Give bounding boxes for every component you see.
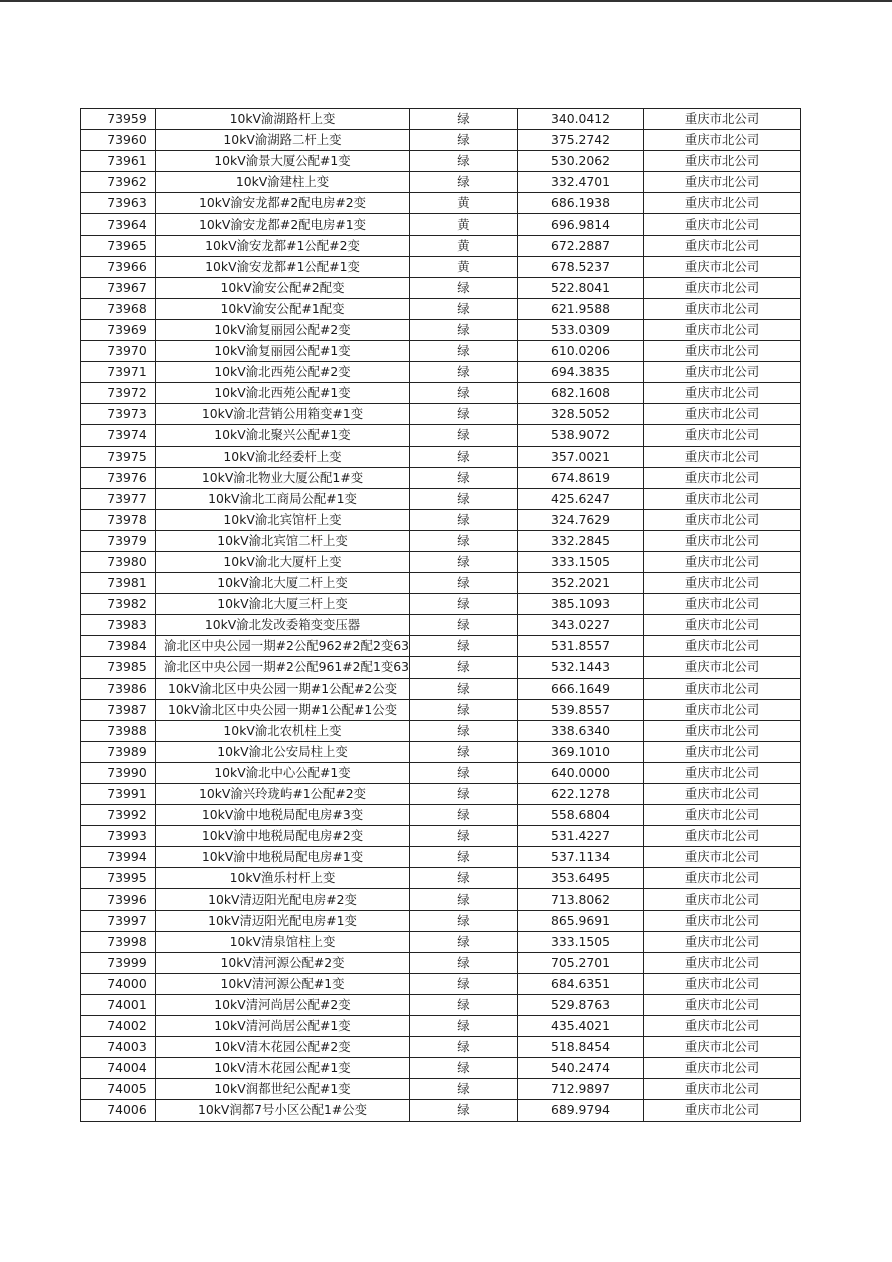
cell-status: 绿 — [410, 1079, 518, 1100]
cell-name: 10kV渔乐村杆上变 — [156, 868, 410, 889]
cell-name: 10kV渝北西苑公配#1变 — [156, 383, 410, 404]
table-row — [81, 889, 801, 910]
cell-status: 绿 — [410, 488, 518, 509]
cell-status: 绿 — [410, 551, 518, 572]
cell-id: 73987 — [81, 699, 156, 720]
cell-id: 74006 — [81, 1100, 156, 1121]
cell-company: 重庆市北公司 — [644, 319, 801, 340]
cell-id: 73996 — [81, 889, 156, 910]
cell-name: 10kV渝北物业大厦公配1#变 — [156, 467, 410, 488]
cell-status: 绿 — [410, 530, 518, 551]
cell-value: 522.8041 — [518, 277, 644, 298]
cell-company: 重庆市北公司 — [644, 784, 801, 805]
table-row — [81, 868, 801, 889]
table-row — [81, 319, 801, 340]
table-row — [81, 235, 801, 256]
cell-status: 黄 — [410, 214, 518, 235]
cell-company: 重庆市北公司 — [644, 193, 801, 214]
cell-status: 绿 — [410, 910, 518, 931]
cell-name: 10kV渝北发改委箱变变压器 — [156, 615, 410, 636]
cell-company: 重庆市北公司 — [644, 762, 801, 783]
cell-company: 重庆市北公司 — [644, 467, 801, 488]
cell-name: 10kV渝北工商局公配#1变 — [156, 488, 410, 509]
cell-status: 绿 — [410, 277, 518, 298]
cell-company: 重庆市北公司 — [644, 1016, 801, 1037]
cell-id: 73990 — [81, 762, 156, 783]
cell-value: 531.4227 — [518, 826, 644, 847]
cell-id: 73977 — [81, 488, 156, 509]
table-row — [81, 1037, 801, 1058]
cell-status: 绿 — [410, 594, 518, 615]
cell-id: 73961 — [81, 151, 156, 172]
cell-status: 绿 — [410, 404, 518, 425]
cell-status: 绿 — [410, 151, 518, 172]
cell-value: 640.0000 — [518, 762, 644, 783]
cell-status: 绿 — [410, 130, 518, 151]
cell-id: 73982 — [81, 594, 156, 615]
cell-value: 539.8557 — [518, 699, 644, 720]
cell-company: 重庆市北公司 — [644, 657, 801, 678]
cell-value: 340.0412 — [518, 109, 644, 130]
table-row — [81, 1100, 801, 1121]
cell-value: 357.0021 — [518, 446, 644, 467]
cell-value: 674.8619 — [518, 467, 644, 488]
cell-company: 重庆市北公司 — [644, 889, 801, 910]
cell-value: 684.6351 — [518, 973, 644, 994]
table-row — [81, 130, 801, 151]
table-row — [81, 594, 801, 615]
cell-company: 重庆市北公司 — [644, 931, 801, 952]
cell-company: 重庆市北公司 — [644, 1037, 801, 1058]
cell-id: 73972 — [81, 383, 156, 404]
cell-company: 重庆市北公司 — [644, 509, 801, 530]
cell-id: 73976 — [81, 467, 156, 488]
cell-value: 533.0309 — [518, 319, 644, 340]
cell-company: 重庆市北公司 — [644, 868, 801, 889]
cell-company: 重庆市北公司 — [644, 573, 801, 594]
cell-company: 重庆市北公司 — [644, 910, 801, 931]
cell-status: 绿 — [410, 383, 518, 404]
cell-name: 10kV清迈阳光配电房#1变 — [156, 910, 410, 931]
cell-id: 73981 — [81, 573, 156, 594]
cell-value: 621.9588 — [518, 298, 644, 319]
cell-name: 10kV渝安龙都#2配电房#2变 — [156, 193, 410, 214]
cell-status: 绿 — [410, 805, 518, 826]
cell-name: 10kV渝北西苑公配#2变 — [156, 362, 410, 383]
cell-id: 74001 — [81, 994, 156, 1015]
table-row — [81, 657, 801, 678]
cell-name: 10kV渝北宾馆二杆上变 — [156, 530, 410, 551]
cell-name: 10kV渝安公配#2配变 — [156, 277, 410, 298]
cell-value: 622.1278 — [518, 784, 644, 805]
table-row — [81, 446, 801, 467]
cell-name: 10kV渝湖路杆上变 — [156, 109, 410, 130]
cell-id: 73973 — [81, 404, 156, 425]
table-body — [81, 109, 801, 1122]
table-row — [81, 530, 801, 551]
cell-value: 678.5237 — [518, 256, 644, 277]
cell-name: 10kV渝中地税局配电房#2变 — [156, 826, 410, 847]
table-row — [81, 509, 801, 530]
table-row — [81, 362, 801, 383]
cell-company: 重庆市北公司 — [644, 425, 801, 446]
table-row — [81, 847, 801, 868]
cell-value: 610.0206 — [518, 341, 644, 362]
cell-status: 绿 — [410, 741, 518, 762]
table-row — [81, 826, 801, 847]
cell-id: 73999 — [81, 952, 156, 973]
cell-id: 74003 — [81, 1037, 156, 1058]
cell-status: 绿 — [410, 109, 518, 130]
cell-name: 10kV清河源公配#2变 — [156, 952, 410, 973]
table-row — [81, 551, 801, 572]
cell-id: 73967 — [81, 277, 156, 298]
cell-value: 666.1649 — [518, 678, 644, 699]
cell-value: 324.7629 — [518, 509, 644, 530]
table-row — [81, 784, 801, 805]
cell-company: 重庆市北公司 — [644, 109, 801, 130]
cell-id: 73994 — [81, 847, 156, 868]
table-row — [81, 214, 801, 235]
cell-company: 重庆市北公司 — [644, 551, 801, 572]
table-row — [81, 762, 801, 783]
cell-name: 10kV渝北区中央公园一期#1公配#2公变 — [156, 678, 410, 699]
cell-company: 重庆市北公司 — [644, 446, 801, 467]
cell-status: 黄 — [410, 193, 518, 214]
cell-status: 绿 — [410, 699, 518, 720]
cell-company: 重庆市北公司 — [644, 277, 801, 298]
cell-value: 333.1505 — [518, 931, 644, 952]
cell-value: 529.8763 — [518, 994, 644, 1015]
table-row — [81, 910, 801, 931]
cell-status: 绿 — [410, 636, 518, 657]
cell-company: 重庆市北公司 — [644, 1100, 801, 1121]
table-row — [81, 1079, 801, 1100]
cell-status: 黄 — [410, 256, 518, 277]
cell-company: 重庆市北公司 — [644, 151, 801, 172]
cell-name-text: 渝北区中央公园一期#2公配962#2配2变63 — [164, 638, 409, 654]
cell-status: 绿 — [410, 319, 518, 340]
cell-status: 绿 — [410, 298, 518, 319]
table-row — [81, 172, 801, 193]
cell-value: 537.1134 — [518, 847, 644, 868]
cell-name: 10kV渝北大厦二杆上变 — [156, 573, 410, 594]
cell-status: 绿 — [410, 1037, 518, 1058]
cell-id: 73992 — [81, 805, 156, 826]
cell-name: 10kV渝北中心公配#1变 — [156, 762, 410, 783]
cell-name: 10kV渝安龙都#1公配#1变 — [156, 256, 410, 277]
transformer-table — [80, 108, 801, 1122]
cell-company: 重庆市北公司 — [644, 1058, 801, 1079]
cell-status: 绿 — [410, 425, 518, 446]
cell-name: 10kV清迈阳光配电房#2变 — [156, 889, 410, 910]
cell-value: 538.9072 — [518, 425, 644, 446]
table-row — [81, 151, 801, 172]
table-row — [81, 109, 801, 130]
cell-id: 73966 — [81, 256, 156, 277]
cell-company: 重庆市北公司 — [644, 488, 801, 509]
table-row — [81, 636, 801, 657]
cell-company: 重庆市北公司 — [644, 720, 801, 741]
cell-id: 73974 — [81, 425, 156, 446]
cell-name: 10kV渝北大厦三杆上变 — [156, 594, 410, 615]
cell-company: 重庆市北公司 — [644, 973, 801, 994]
cell-company: 重庆市北公司 — [644, 298, 801, 319]
cell-company: 重庆市北公司 — [644, 235, 801, 256]
table-row — [81, 931, 801, 952]
cell-value: 375.2742 — [518, 130, 644, 151]
cell-status: 绿 — [410, 994, 518, 1015]
cell-value: 713.8062 — [518, 889, 644, 910]
cell-id: 73970 — [81, 341, 156, 362]
cell-value: 343.0227 — [518, 615, 644, 636]
cell-id: 74005 — [81, 1079, 156, 1100]
cell-name: 10kV渝景大厦公配#1变 — [156, 151, 410, 172]
table-row — [81, 805, 801, 826]
cell-name: 10kV渝复丽园公配#2变 — [156, 319, 410, 340]
cell-company: 重庆市北公司 — [644, 130, 801, 151]
cell-company: 重庆市北公司 — [644, 383, 801, 404]
cell-value: 328.5052 — [518, 404, 644, 425]
cell-value: 682.1608 — [518, 383, 644, 404]
cell-name: 10kV清河尚居公配#1变 — [156, 1016, 410, 1037]
cell-name: 10kV渝中地税局配电房#3变 — [156, 805, 410, 826]
cell-company: 重庆市北公司 — [644, 341, 801, 362]
cell-id: 73969 — [81, 319, 156, 340]
cell-company: 重庆市北公司 — [644, 362, 801, 383]
cell-status: 黄 — [410, 235, 518, 256]
cell-company: 重庆市北公司 — [644, 530, 801, 551]
cell-status: 绿 — [410, 720, 518, 741]
cell-company: 重庆市北公司 — [644, 805, 801, 826]
cell-company: 重庆市北公司 — [644, 847, 801, 868]
cell-value: 530.2062 — [518, 151, 644, 172]
cell-id: 73965 — [81, 235, 156, 256]
cell-name: 10kV渝北公安局柱上变 — [156, 741, 410, 762]
cell-company: 重庆市北公司 — [644, 256, 801, 277]
cell-name: 10kV渝北宾馆杆上变 — [156, 509, 410, 530]
cell-id: 73963 — [81, 193, 156, 214]
cell-name: 10kV清泉馆柱上变 — [156, 931, 410, 952]
cell-value: 353.6495 — [518, 868, 644, 889]
cell-company: 重庆市北公司 — [644, 172, 801, 193]
cell-name: 10kV渝建柱上变 — [156, 172, 410, 193]
cell-value: 332.2845 — [518, 530, 644, 551]
cell-company: 重庆市北公司 — [644, 404, 801, 425]
cell-status: 绿 — [410, 509, 518, 530]
cell-id: 73971 — [81, 362, 156, 383]
cell-value: 332.4701 — [518, 172, 644, 193]
cell-name: 10kV渝兴玲珑屿#1公配#2变 — [156, 784, 410, 805]
cell-status: 绿 — [410, 1100, 518, 1121]
cell-id: 73989 — [81, 741, 156, 762]
cell-name: 10kV渝安龙都#2配电房#1变 — [156, 214, 410, 235]
cell-name: 10kV渝北大厦杆上变 — [156, 551, 410, 572]
table-row — [81, 1058, 801, 1079]
cell-company: 重庆市北公司 — [644, 678, 801, 699]
cell-status: 绿 — [410, 784, 518, 805]
cell-id: 73962 — [81, 172, 156, 193]
cell-id: 73985 — [81, 657, 156, 678]
cell-value: 686.1938 — [518, 193, 644, 214]
cell-status: 绿 — [410, 657, 518, 678]
cell-status: 绿 — [410, 362, 518, 383]
cell-status: 绿 — [410, 172, 518, 193]
cell-status: 绿 — [410, 615, 518, 636]
table-row — [81, 699, 801, 720]
cell-status: 绿 — [410, 889, 518, 910]
table-row — [81, 1016, 801, 1037]
cell-id: 73997 — [81, 910, 156, 931]
cell-value: 705.2701 — [518, 952, 644, 973]
cell-name — [156, 636, 410, 657]
cell-value: 672.2887 — [518, 235, 644, 256]
table-row — [81, 341, 801, 362]
cell-status: 绿 — [410, 446, 518, 467]
cell-id: 74004 — [81, 1058, 156, 1079]
cell-status: 绿 — [410, 678, 518, 699]
table-row — [81, 573, 801, 594]
cell-value: 425.6247 — [518, 488, 644, 509]
cell-name: 10kV清河源公配#1变 — [156, 973, 410, 994]
cell-id: 73998 — [81, 931, 156, 952]
cell-name-text: 渝北区中央公园一期#2公配961#2配1变63 — [164, 659, 409, 675]
cell-value: 712.9897 — [518, 1079, 644, 1100]
cell-id: 73975 — [81, 446, 156, 467]
cell-name: 10kV渝安龙都#1公配#2变 — [156, 235, 410, 256]
cell-company: 重庆市北公司 — [644, 1079, 801, 1100]
cell-id: 73959 — [81, 109, 156, 130]
cell-name: 10kV渝北经委杆上变 — [156, 446, 410, 467]
table-row — [81, 193, 801, 214]
cell-value: 689.9794 — [518, 1100, 644, 1121]
cell-company: 重庆市北公司 — [644, 994, 801, 1015]
table-row — [81, 488, 801, 509]
cell-name: 10kV渝北农机柱上变 — [156, 720, 410, 741]
cell-value: 435.4021 — [518, 1016, 644, 1037]
cell-value: 338.6340 — [518, 720, 644, 741]
cell-name: 10kV润都世纪公配#1变 — [156, 1079, 410, 1100]
cell-name: 10kV渝湖路二杆上变 — [156, 130, 410, 151]
cell-id: 73978 — [81, 509, 156, 530]
table-row — [81, 952, 801, 973]
cell-name: 10kV清木花园公配#2变 — [156, 1037, 410, 1058]
table-row — [81, 404, 801, 425]
cell-company: 重庆市北公司 — [644, 826, 801, 847]
cell-status: 绿 — [410, 573, 518, 594]
cell-id: 73988 — [81, 720, 156, 741]
cell-value: 694.3835 — [518, 362, 644, 383]
page-top-border — [0, 0, 892, 2]
cell-value: 531.8557 — [518, 636, 644, 657]
cell-id: 73979 — [81, 530, 156, 551]
table-row — [81, 973, 801, 994]
cell-value: 518.8454 — [518, 1037, 644, 1058]
cell-id: 74000 — [81, 973, 156, 994]
table-row — [81, 425, 801, 446]
cell-value: 540.2474 — [518, 1058, 644, 1079]
cell-value: 558.6804 — [518, 805, 644, 826]
cell-company: 重庆市北公司 — [644, 952, 801, 973]
cell-id: 73968 — [81, 298, 156, 319]
cell-name: 10kV渝北区中央公园一期#1公配#1公变 — [156, 699, 410, 720]
table-row — [81, 741, 801, 762]
table-row — [81, 256, 801, 277]
cell-value: 352.2021 — [518, 573, 644, 594]
cell-value: 385.1093 — [518, 594, 644, 615]
cell-id: 73980 — [81, 551, 156, 572]
table-row — [81, 615, 801, 636]
cell-status: 绿 — [410, 847, 518, 868]
cell-id: 73964 — [81, 214, 156, 235]
cell-value: 369.1010 — [518, 741, 644, 762]
cell-id: 73983 — [81, 615, 156, 636]
cell-id: 73993 — [81, 826, 156, 847]
cell-status: 绿 — [410, 1058, 518, 1079]
table-row — [81, 994, 801, 1015]
table-row — [81, 277, 801, 298]
cell-status: 绿 — [410, 931, 518, 952]
cell-id: 73984 — [81, 636, 156, 657]
cell-company: 重庆市北公司 — [644, 615, 801, 636]
cell-status: 绿 — [410, 826, 518, 847]
cell-status: 绿 — [410, 952, 518, 973]
table-row — [81, 298, 801, 319]
cell-value: 333.1505 — [518, 551, 644, 572]
cell-company: 重庆市北公司 — [644, 636, 801, 657]
table-row — [81, 467, 801, 488]
cell-name: 10kV渝北营销公用箱变#1变 — [156, 404, 410, 425]
cell-status: 绿 — [410, 341, 518, 362]
cell-name: 10kV渝中地税局配电房#1变 — [156, 847, 410, 868]
cell-value: 865.9691 — [518, 910, 644, 931]
cell-name: 10kV润都7号小区公配1#公变 — [156, 1100, 410, 1121]
cell-value: 696.9814 — [518, 214, 644, 235]
cell-id: 73986 — [81, 678, 156, 699]
cell-id: 73991 — [81, 784, 156, 805]
cell-status: 绿 — [410, 467, 518, 488]
cell-name — [156, 657, 410, 678]
cell-status: 绿 — [410, 973, 518, 994]
cell-name: 10kV渝北聚兴公配#1变 — [156, 425, 410, 446]
cell-id: 73995 — [81, 868, 156, 889]
table-row — [81, 383, 801, 404]
cell-name: 10kV清河尚居公配#2变 — [156, 994, 410, 1015]
cell-status: 绿 — [410, 762, 518, 783]
cell-id: 73960 — [81, 130, 156, 151]
cell-company: 重庆市北公司 — [644, 214, 801, 235]
cell-company: 重庆市北公司 — [644, 699, 801, 720]
cell-status: 绿 — [410, 1016, 518, 1037]
cell-company: 重庆市北公司 — [644, 594, 801, 615]
cell-company: 重庆市北公司 — [644, 741, 801, 762]
cell-id: 74002 — [81, 1016, 156, 1037]
table-row — [81, 720, 801, 741]
cell-status: 绿 — [410, 868, 518, 889]
table-row — [81, 678, 801, 699]
cell-name: 10kV渝复丽园公配#1变 — [156, 341, 410, 362]
cell-value: 532.1443 — [518, 657, 644, 678]
cell-name: 10kV渝安公配#1配变 — [156, 298, 410, 319]
cell-name: 10kV清木花园公配#1变 — [156, 1058, 410, 1079]
